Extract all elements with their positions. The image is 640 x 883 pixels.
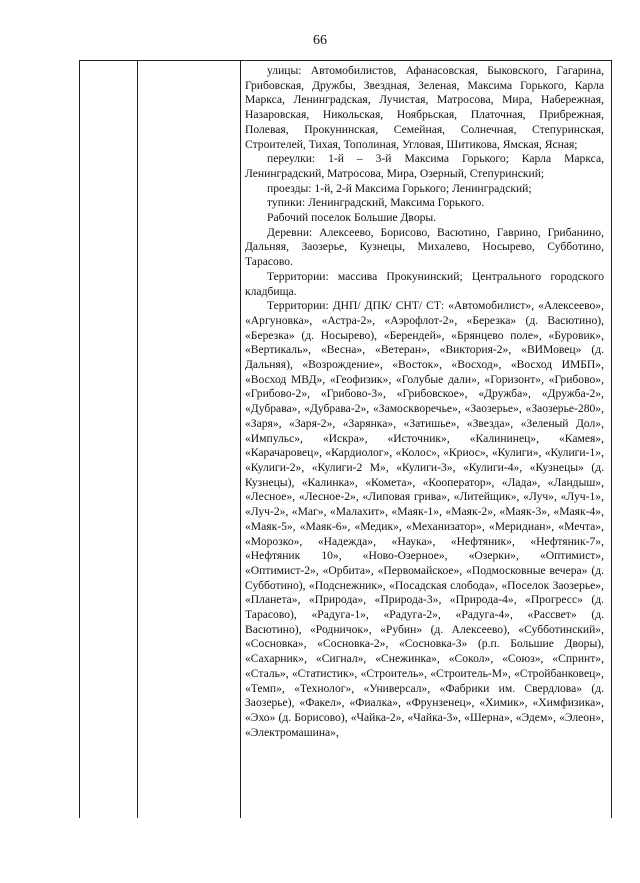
paragraph-settlement: Рабочий поселок Большие Дворы. — [267, 211, 437, 225]
table-cell-text — [245, 64, 604, 740]
table-column-divider — [137, 61, 138, 818]
paragraph-territories-snt: Территории: ДНП/ ДПК/ СНТ/ СТ: «Автомобилист», «Алексеево», «Аргуновка», «Астра-2», «Аэрофлот-2», «Березка» (д. Васютино), «Березка» (д. Носырево), «Берендей», «Брянцево поле», «Буровик», «Вертикаль», «Весна», «Ветеран», «Виктория-2», «ВИМовец» (д. Дальняя), «Возрождение», «Восток», «Восход», «Восход ИМБП», «Восход МВД», «Геофизик», «Голубые дали», «Горизонт», «Грибово», «Грибово-2», «Грибово-3», «Грибовское», «Дружба», «Дружба-2», «Дубрава», «Дубрава-2», «Замоскворечье», «Заозерье», «Заозерье-280», «Заря», «Заря-2», «Зарянка», «Затишье», «Звезда», «Зеленый Дол», «Импульс», «Искра», «Источник», «Калининец», «Камея», «Карачаровец», «Кардиолог», «Колос», «Криос», «Кулиги», «Кулиги-1», «Кулиги-2», «Кулиги-2 М», «Кулиги-3», «Кулиги-4», «Кузнецы» (д. Кузнецы), «Калинка», «Комета», «Кооператор», «Лада», «Ландыш», «Лесное», «Лесное-2», «Липовая грива», «Литейщик», «Луч», «Луч-1», «Луч-2», «Маг», «Малахит», «Маяк-1», «Маяк-2», «Маяк-3», «Маяк-4», «Маяк-5», «Маяк-6», «Медик», «Механизатор», «Меридиан», «Мечта», «Морозко», «Надежда», «Наука», «Нефтяник», «Нефтяник-7», «Нефтяник 10», «Ново-Озерное», «Озерки», «Оптимист», «Оптимист-2», «Орбита», «Первомайское», «Подмосковные вечера» (д. Субботино), «Подснежник», «Посадская слобода», «Поселок Заозерье», «Планета», «Природа», «Природа-3», «Природа-4», «Прогресс» (д. Тарасово), «Радуга-1», «Радуга-2», «Радуга-4», «Рассвет» (д. Васютино), «Родничок», «Рубин» (д. Алексеево), «Субботинский», «Сосновка», «Сосновка-2», «Сосновка-3» (р.п. Большие Дворы), «Сахарник», «Сигнал», «Снежинка», «Сокол», «Союз», «Спринт», «Сталь», «Статистик», «Строитель», «Строитель-М», «Стройбанковец», «Темп», «Технолог», «Универсал», «Фабрики им. Свердлова» (д. Заозерье), «Факел», «Фиалка», «Фрунзенец», «Химик», «Химфизика», «Эхо» (д. Борисово), «Чайка-2», «Чайка-3», «Шерна», «Эдем», «Элеон», «Электромашина», — [245, 299, 604, 739]
paragraph-territories-massif: Территории: массива Прокунинский; Центрального городского кладбища. — [245, 269, 604, 298]
paragraph-passages: проезды: 1-й, 2-й Максима Горького; Ленинградский; — [267, 181, 532, 195]
paragraph-lanes: переулки: 1-й – 3-й Максима Горького; Карла Маркса, Ленинградский, Матросова, Мира, Озерный, Степуринский; — [245, 152, 604, 180]
page-number: 66 — [313, 33, 327, 48]
paragraph-villages: Деревни: Алексеево, Борисово, Васютино, Гаврино, Грибанино, Дальняя, Заозерье, Кузнецы, Михалево, Носырево, Субботино, Тарасово. — [245, 225, 604, 269]
paragraph-streets: улицы: Автомобилистов, Афанасовская, Быковского, Гагарина, Грибовская, Дружбы, Звездная, Зеленая, Максима Горького, Карла Маркса, Ленинградская, Лучистая, Матросова, Мира, Набережная, Назаровская, Никольская, Ноябрьская, Платочная, Прибрежная, Полевая, Прокунинская, Семейная, Солнечная, Степуринская, Строителей, Тихая, Тополиная, Угловая, Шитикова, Ямская, Ясная; — [245, 64, 604, 151]
table-column-divider — [240, 61, 241, 818]
paragraph-dead-ends: тупики: Ленинградский, Максима Горького. — [267, 196, 485, 210]
